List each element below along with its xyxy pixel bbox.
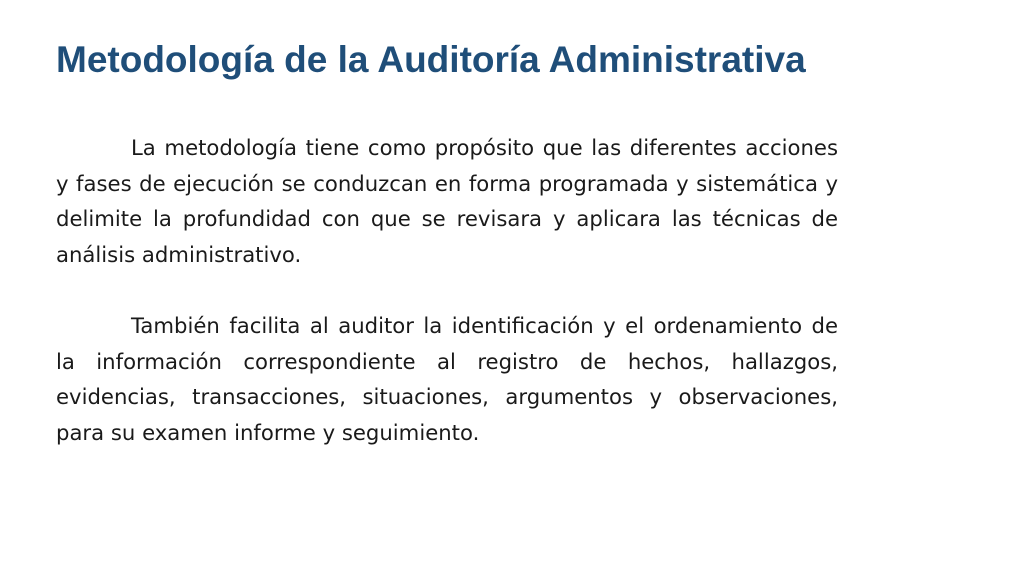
slide-title: Metodología de la Auditoría Administrativa: [56, 39, 806, 80]
paragraph-purpose: La metodología tiene como propósito que las diferentes acciones y fases de ejecución se conduzcan en forma programada y sistemática y delimite la profundidad con que se revisara y aplicara las técnicas de análisis administrativo.: [56, 135, 838, 267]
slide-body: [56, 130, 838, 450]
paragraph-facilitates: También facilita al auditor la identificación y el ordenamiento de la información correspondiente al registro de hechos, hallazgos, evidencias, transacciones, situaciones, argumentos y observaciones, para su examen informe y seguimiento.: [56, 312, 838, 445]
